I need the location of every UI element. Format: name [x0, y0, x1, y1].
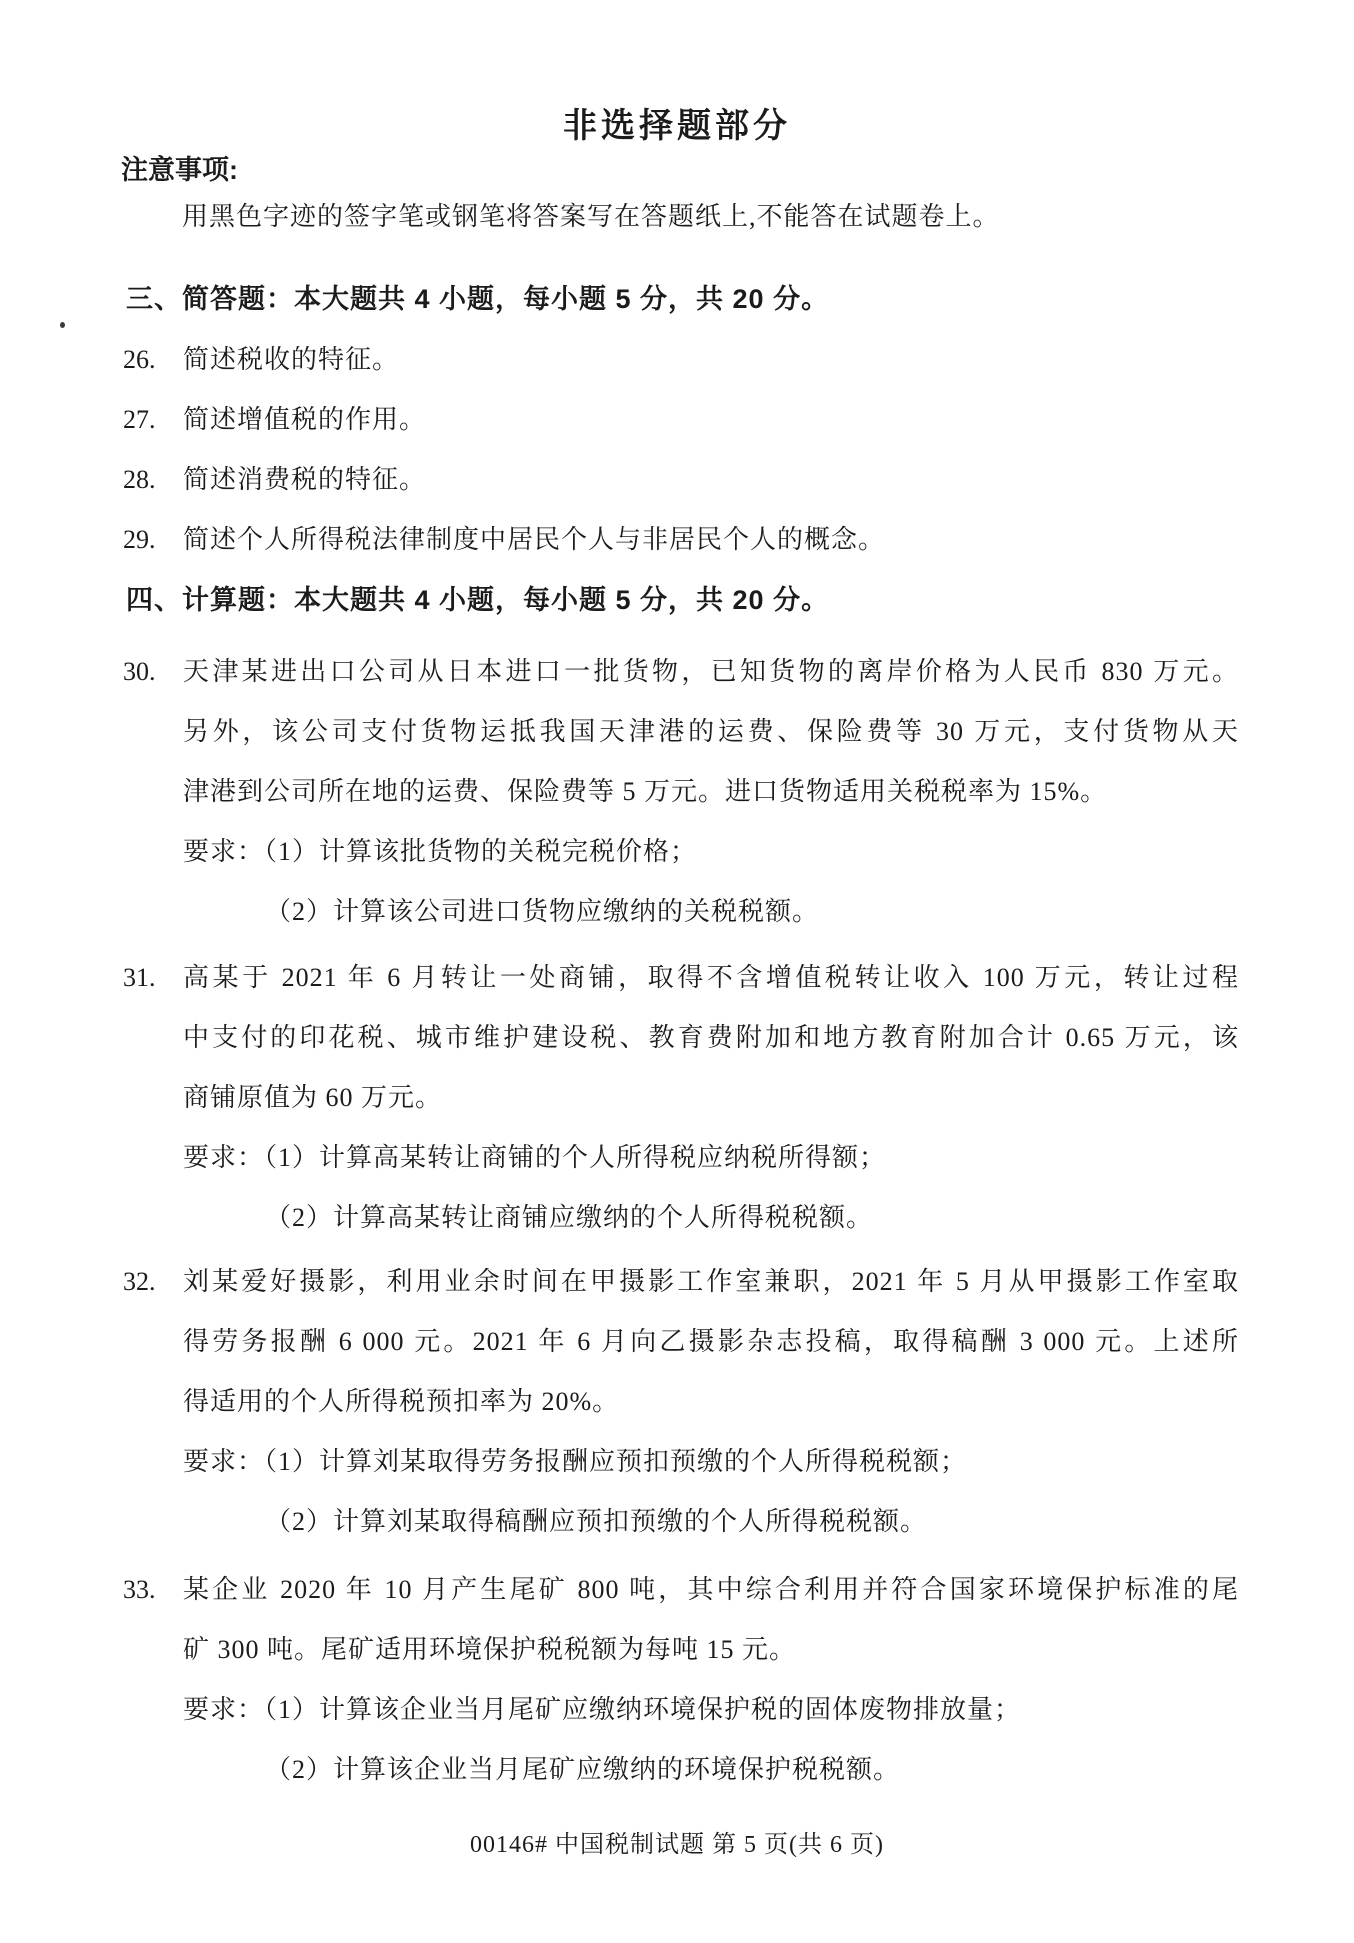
question-30 — [0, 642, 1354, 942]
question-32 — [0, 1252, 1354, 1552]
question-27 — [0, 390, 1354, 450]
notes-heading: 注意事项: — [121, 155, 238, 185]
question-26 — [0, 330, 1354, 390]
question-32-requirement-2: （2）计算刘某取得稿酬应预扣预缴的个人所得税税额。 — [265, 1507, 928, 1536]
question-31-line-1: 高某于 2021 年 6 月转让一处商铺，取得不含增值税转让收入 100 万元，转让过程 — [183, 963, 1239, 992]
question-33-requirement-1: 要求：（1）计算该企业当月尾矿应缴纳环境保护税的固体废物排放量； — [183, 1695, 1022, 1724]
question-32-requirement-1: 要求：（1）计算刘某取得劳务报酬应预扣预缴的个人所得税税额； — [183, 1447, 968, 1476]
question-29-number: 29. — [123, 525, 156, 554]
notes-body: 用黑色字迹的签字笔或钢笔将答案写在答题纸上,不能答在试题卷上。 — [182, 202, 1000, 231]
question-28 — [0, 450, 1354, 510]
question-30-body — [183, 642, 1239, 942]
question-32-line-1: 刘某爱好摄影，利用业余时间在甲摄影工作室兼职，2021 年 5 月从甲摄影工作室取 — [183, 1267, 1239, 1296]
question-30-requirement-1: 要求：（1）计算该批货物的关税完税价格； — [183, 837, 698, 866]
section-heading-calculation: 四、计算题：本大题共 4 小题，每小题 5 分，共 20 分。 — [126, 585, 830, 615]
page-footer: 00146# 中国税制试题 第 5 页(共 6 页) — [470, 1832, 884, 1858]
question-30-line-1: 天津某进出口公司从日本进口一批货物，已知货物的离岸价格为人民币 830 万元。 — [183, 657, 1239, 686]
question-29-text: 简述个人所得税法律制度中居民个人与非居民个人的概念。 — [183, 525, 886, 554]
page-title: 非选择题部分 — [563, 107, 791, 145]
question-30-requirement-2: （2）计算该公司进口货物应缴纳的关税税额。 — [265, 897, 820, 926]
question-31 — [0, 948, 1354, 1248]
question-31-line-2: 中支付的印花税、城市维护建设税、教育费附加和地方教育附加合计 0.65 万元，该 — [183, 1023, 1239, 1052]
question-29 — [0, 510, 1354, 570]
question-33-line-2: 矿 300 吨。尾矿适用环境保护税税额为每吨 15 元。 — [183, 1635, 797, 1664]
question-27-number: 27. — [123, 405, 156, 434]
question-26-text: 简述税收的特征。 — [183, 345, 400, 374]
question-26-number: 26. — [123, 345, 156, 374]
question-31-line-3: 商铺原值为 60 万元。 — [183, 1083, 443, 1112]
question-29-body — [183, 510, 1239, 570]
question-31-number: 31. — [123, 963, 156, 992]
question-32-line-3: 得适用的个人所得税预扣率为 20%。 — [183, 1387, 620, 1416]
question-31-requirement-2: （2）计算高某转让商铺应缴纳的个人所得税税额。 — [265, 1203, 874, 1232]
question-30-number: 30. — [123, 657, 156, 686]
question-31-requirement-1: 要求：（1）计算高某转让商铺的个人所得税应纳税所得额； — [183, 1143, 887, 1172]
question-27-body — [183, 390, 1239, 450]
question-32-body — [183, 1252, 1239, 1552]
question-33 — [0, 1560, 1354, 1800]
question-28-body — [183, 450, 1239, 510]
scan-speck — [60, 322, 65, 328]
section-heading-short-answer: 三、简答题：本大题共 4 小题，每小题 5 分，共 20 分。 — [126, 284, 830, 314]
question-33-line-1: 某企业 2020 年 10 月产生尾矿 800 吨，其中综合利用并符合国家环境保护标准的尾 — [183, 1575, 1239, 1604]
question-30-line-3: 津港到公司所在地的运费、保险费等 5 万元。进口货物适用关税税率为 15%。 — [183, 777, 1108, 806]
question-32-line-2: 得劳务报酬 6 000 元。2021 年 6 月向乙摄影杂志投稿，取得稿酬 3 000 元。上述所 — [183, 1327, 1239, 1356]
question-26-body — [183, 330, 1239, 390]
question-33-number: 33. — [123, 1575, 156, 1604]
question-33-body — [183, 1560, 1239, 1800]
question-28-text: 简述消费税的特征。 — [183, 465, 427, 494]
question-27-text: 简述增值税的作用。 — [183, 405, 427, 434]
question-32-number: 32. — [123, 1267, 156, 1296]
question-31-body — [183, 948, 1239, 1248]
question-30-line-2: 另外，该公司支付货物运抵我国天津港的运费、保险费等 30 万元，支付货物从天 — [183, 717, 1239, 746]
question-28-number: 28. — [123, 465, 156, 494]
question-33-requirement-2: （2）计算该企业当月尾矿应缴纳的环境保护税税额。 — [265, 1755, 901, 1784]
